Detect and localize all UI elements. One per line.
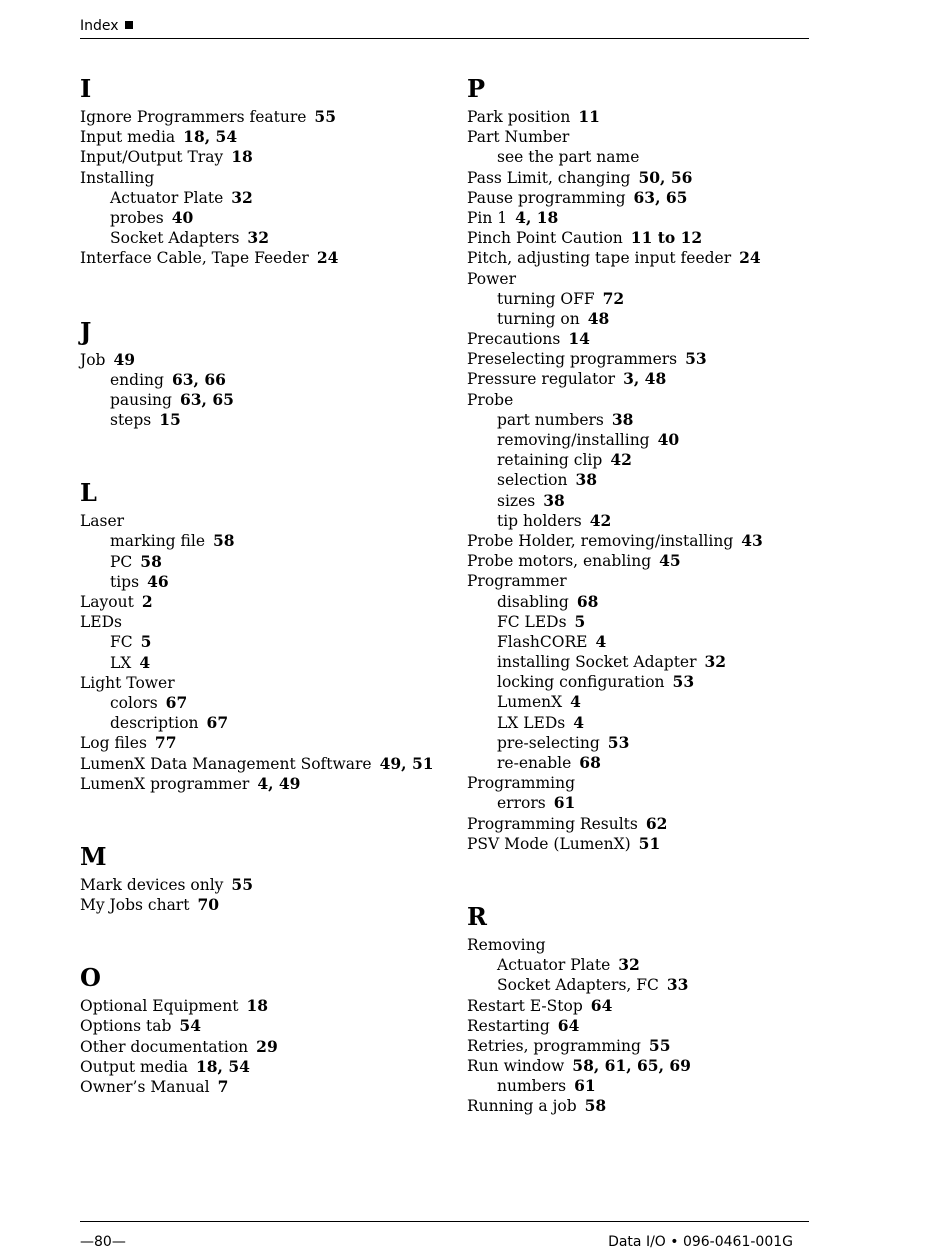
index-subentry [80, 693, 440, 713]
entry-pages: 58 [213, 531, 235, 551]
entry-pages: 4, 18 [515, 207, 559, 227]
entry-pages: 51 [638, 833, 661, 853]
index-entry [467, 228, 827, 248]
entry-pages: 14 [568, 329, 590, 349]
entry-pages: 55 [231, 874, 253, 894]
index-entry [80, 1077, 440, 1097]
entry-term: LX [110, 653, 132, 672]
entry-term: PSV Mode (LumenX) [467, 834, 631, 853]
index-entry [80, 127, 440, 147]
index-entry [467, 814, 827, 834]
entry-term: Restart E-Stop [467, 996, 583, 1015]
page-header [80, 16, 809, 39]
entry-pages: 7 [217, 1077, 229, 1096]
entry-pages: 15 [159, 410, 181, 430]
entry-pages: 63, 66 [171, 369, 226, 389]
entry-pages: 4 [573, 712, 585, 732]
index-entry [80, 1057, 440, 1077]
entry-pages: 48 [587, 308, 610, 328]
entry-term: Mark devices only [80, 875, 224, 894]
index-subentry [467, 430, 827, 450]
index-subentry [467, 632, 827, 652]
index-entry [467, 107, 827, 127]
entry-term: pre-selecting [497, 733, 600, 752]
entry-pages: 3, 48 [623, 369, 667, 389]
entry-pages: 58, 61, 65, 69 [572, 1056, 691, 1076]
entry-term: marking file [110, 532, 205, 551]
header-title: Index [80, 18, 119, 34]
index-entry [467, 390, 827, 410]
entry-term: sizes [497, 491, 536, 510]
index-subentry [467, 733, 827, 753]
index-entry [80, 612, 440, 632]
index-subentry [80, 531, 440, 551]
entry-pages: 4 [139, 652, 151, 672]
entry-pages: 55 [314, 107, 336, 126]
entry-pages: 5 [140, 632, 152, 652]
entry-pages: 18, 54 [195, 1056, 250, 1076]
index-entry [80, 168, 440, 188]
entry-pages: 18 [231, 147, 253, 167]
entry-term: Options tab [80, 1017, 172, 1036]
entry-term: Other documentation [80, 1037, 249, 1056]
entry-pages: 77 [154, 733, 177, 753]
entry-term: Pass Limit, changing [467, 168, 631, 187]
entry-term: Laser [80, 512, 125, 531]
entry-term: tips [110, 572, 140, 591]
index-column-left [80, 74, 440, 1145]
entry-term: pausing [110, 390, 172, 409]
square-bullet-icon [125, 21, 133, 29]
entry-term: Installing [80, 168, 155, 187]
index-entry [467, 571, 827, 591]
index-entry [467, 531, 827, 551]
index-subentry [467, 450, 827, 470]
entry-term: Layout [80, 593, 134, 611]
index-entry [80, 774, 440, 794]
entry-term: Input/Output Tray [80, 148, 224, 167]
entry-term: probes [110, 208, 164, 227]
index-section [80, 478, 440, 794]
entry-pages: 46 [147, 571, 169, 591]
entry-pages: 49, 51 [379, 753, 434, 773]
entry-pages: 72 [602, 288, 625, 308]
entry-term: Probe Holder, removing/installing [467, 531, 734, 550]
index-entry [467, 935, 827, 955]
document-id: Data I/O • 096-0461-001G [608, 1234, 793, 1250]
entry-term: locking configuration [497, 673, 665, 692]
page-number: —80— [80, 1234, 126, 1250]
entry-term: Interface Cable, Tape Feeder [80, 249, 309, 268]
entry-term: see the part name [497, 148, 640, 167]
index-entry [467, 349, 827, 369]
index-subentry [467, 612, 827, 632]
entry-pages: 70 [197, 895, 220, 915]
entry-pages: 4 [570, 692, 581, 712]
index-subentry [467, 147, 827, 167]
index-section [80, 74, 440, 269]
index-subentry [467, 652, 827, 672]
entry-term: Owner’s Manual [80, 1078, 210, 1096]
entry-term: installing Socket Adapter [497, 653, 697, 672]
section-letter: R [467, 901, 487, 931]
entry-term: removing/installing [497, 431, 650, 449]
entry-pages: 32 [247, 228, 269, 248]
entry-term: Job [80, 350, 106, 369]
entry-term: Preselecting programmers [467, 350, 678, 369]
entry-pages: 58 [140, 551, 162, 571]
index-subentry [80, 208, 440, 228]
index-subentry [467, 289, 827, 309]
index-entry [80, 147, 440, 167]
entry-term: LX LEDs [497, 713, 566, 732]
entry-term: Output media [80, 1057, 188, 1076]
entry-term: Probe motors, enabling [467, 552, 652, 571]
entry-term: colors [110, 693, 158, 712]
entry-pages: 24 [316, 248, 339, 268]
section-letter: I [80, 74, 92, 103]
index-subentry [80, 713, 440, 733]
entry-term: Probe [467, 390, 514, 409]
entry-term: Programmer [467, 572, 567, 591]
entry-term: Pitch, adjusting tape input feeder [467, 249, 732, 268]
entry-term: Restarting [467, 1016, 550, 1035]
entry-pages: 61 [574, 1076, 596, 1096]
entry-pages: 32 [704, 652, 727, 672]
section-letter: P [467, 74, 486, 103]
entry-pages: 42 [589, 510, 612, 530]
index-subentry [80, 632, 440, 652]
index-entry [467, 168, 827, 188]
index-subentry [467, 692, 827, 712]
entry-pages: 67 [206, 713, 229, 733]
entry-pages: 63, 65 [179, 389, 234, 409]
entry-pages: 32 [618, 955, 640, 975]
entry-term: Precautions [467, 330, 561, 349]
entry-pages: 53 [685, 349, 707, 369]
entry-pages: 4, 49 [257, 773, 301, 793]
entry-term: turning OFF [497, 289, 595, 308]
index-column-right [467, 74, 827, 1165]
entry-pages: 45 [659, 551, 681, 571]
section-letter: J [80, 316, 92, 346]
entry-term: turning on [497, 309, 580, 328]
entry-term: steps [110, 411, 152, 430]
entry-term: FlashCORE [497, 632, 588, 651]
index-entry [80, 1016, 440, 1036]
index-section [467, 74, 827, 854]
index-subentry [467, 793, 827, 813]
index-subentry [80, 653, 440, 673]
entry-pages: 63, 65 [633, 187, 688, 207]
index-subentry [80, 390, 440, 410]
index-entry [80, 350, 440, 370]
entry-pages: 4 [595, 631, 607, 651]
index-entry [467, 188, 827, 208]
entry-pages: 64 [557, 1015, 580, 1035]
entry-term: Programming Results [467, 814, 638, 833]
index-entry [467, 996, 827, 1016]
index-subentry [467, 309, 827, 329]
entry-pages: 38 [543, 490, 565, 510]
entry-pages: 55 [648, 1035, 671, 1055]
entry-term: Pressure regulator [467, 370, 616, 389]
entry-term: tip holders [497, 511, 582, 530]
entry-pages: 18 [246, 996, 269, 1016]
entry-pages: 58 [584, 1096, 607, 1116]
entry-pages: 29 [256, 1036, 278, 1056]
section-letter: M [80, 841, 107, 871]
section-letter: L [80, 478, 97, 508]
entry-pages: 38 [575, 470, 598, 490]
index-entry [467, 1036, 827, 1056]
entry-pages: 5 [574, 611, 586, 631]
index-subentry [467, 511, 827, 531]
entry-term: My Jobs chart [80, 896, 190, 915]
index-entry [80, 592, 440, 612]
entry-pages: 49 [113, 349, 136, 369]
entry-term: LEDs [80, 613, 122, 632]
index-entry [467, 834, 827, 854]
index-entry [80, 248, 440, 268]
entry-pages: 62 [645, 813, 668, 833]
entry-pages: 50, 56 [638, 167, 693, 187]
index-subentry [467, 672, 827, 692]
index-entry [467, 773, 827, 793]
index-entry [467, 208, 827, 228]
index-entry [467, 369, 827, 389]
entry-term: LumenX programmer [80, 774, 250, 793]
entry-pages: 43 [741, 530, 763, 550]
entry-pages: 61 [553, 793, 576, 813]
entry-pages: 38 [611, 409, 634, 429]
entry-term: Ignore Programmers feature [80, 108, 307, 126]
entry-pages: 33 [666, 975, 689, 995]
index-entry [80, 733, 440, 753]
entry-term: Removing [467, 935, 546, 954]
entry-term: Light Tower [80, 673, 175, 692]
index-subentry [467, 975, 827, 995]
entry-term: Power [467, 269, 516, 288]
index-entry [467, 551, 827, 571]
index-entry [80, 107, 440, 127]
entry-pages: 53 [672, 672, 695, 692]
entry-pages: 64 [590, 995, 613, 1015]
index-entry [467, 269, 827, 289]
entry-term: Part Number [467, 128, 570, 147]
index-section [80, 963, 440, 1097]
entry-pages: 18, 54 [183, 127, 238, 147]
entry-pages: 2 [141, 592, 153, 611]
entry-term: Pause programming [467, 188, 626, 207]
entry-term: Socket Adapters, FC [497, 976, 659, 995]
entry-term: Actuator Plate [110, 188, 224, 207]
index-entry [80, 996, 440, 1016]
index-entry [80, 754, 440, 774]
entry-pages: 24 [739, 248, 761, 268]
index-entry [80, 511, 440, 531]
entry-pages: 54 [179, 1016, 201, 1036]
index-entry [467, 1056, 827, 1076]
index-subentry [80, 228, 440, 248]
index-entry [467, 1016, 827, 1036]
entry-term: errors [497, 794, 546, 813]
index-section [80, 317, 440, 431]
entry-term: Actuator Plate [497, 956, 611, 975]
entry-term: re-enable [497, 754, 572, 772]
entry-term: description [110, 714, 199, 733]
index-subentry [467, 753, 827, 773]
index-entry [467, 1096, 827, 1116]
entry-term: selection [497, 471, 568, 490]
entry-pages: 11 to 12 [630, 228, 703, 248]
entry-term: PC [110, 552, 133, 571]
entry-pages: 68 [579, 753, 601, 772]
index-entry [80, 875, 440, 895]
entry-term: Running a job [467, 1097, 577, 1116]
entry-pages: 11 [578, 107, 600, 126]
entry-term: disabling [497, 592, 569, 611]
entry-pages: 40 [657, 430, 680, 449]
entry-term: numbers [497, 1077, 567, 1096]
entry-term: LumenX Data Management Software [80, 754, 372, 773]
entry-term: Pin 1 [467, 208, 508, 227]
entry-term: retaining clip [497, 451, 603, 470]
entry-term: Park position [467, 108, 571, 126]
entry-term: Retries, programming [467, 1036, 641, 1055]
index-entry [80, 1037, 440, 1057]
entry-term: Input media [80, 128, 176, 147]
entry-pages: 32 [231, 187, 253, 207]
entry-term: FC [110, 633, 133, 652]
footer-rule [80, 1221, 809, 1222]
entry-term: part numbers [497, 410, 604, 429]
index-subentry [467, 410, 827, 430]
entry-term: Run window [467, 1057, 565, 1076]
index-subentry [80, 552, 440, 572]
entry-pages: 42 [610, 450, 632, 470]
entry-pages: 53 [607, 732, 630, 752]
entry-term: FC LEDs [497, 612, 567, 631]
index-entry [80, 895, 440, 915]
index-entry [80, 673, 440, 693]
index-subentry [80, 370, 440, 390]
index-subentry [467, 592, 827, 612]
entry-term: Programming [467, 774, 576, 793]
index-subentry [80, 572, 440, 592]
entry-term: ending [110, 370, 164, 389]
index-section [80, 842, 440, 915]
index-subentry [467, 713, 827, 733]
index-subentry [467, 470, 827, 490]
entry-pages: 40 [171, 207, 194, 227]
index-subentry [80, 410, 440, 430]
entry-pages: 67 [165, 692, 188, 712]
entry-term: Pinch Point Caution [467, 229, 623, 248]
index-subentry [467, 1076, 827, 1096]
index-entry [467, 329, 827, 349]
index-section [467, 902, 827, 1117]
entry-term: Log files [80, 734, 147, 753]
entry-term: Socket Adapters [110, 229, 240, 248]
entry-pages: 68 [576, 591, 599, 611]
index-entry [467, 248, 827, 268]
entry-term: LumenX [497, 693, 563, 712]
index-subentry [467, 955, 827, 975]
index-entry [467, 127, 827, 147]
section-letter: O [80, 963, 101, 993]
index-subentry [80, 188, 440, 208]
index-subentry [467, 491, 827, 511]
entry-term: Optional Equipment [80, 997, 239, 1016]
